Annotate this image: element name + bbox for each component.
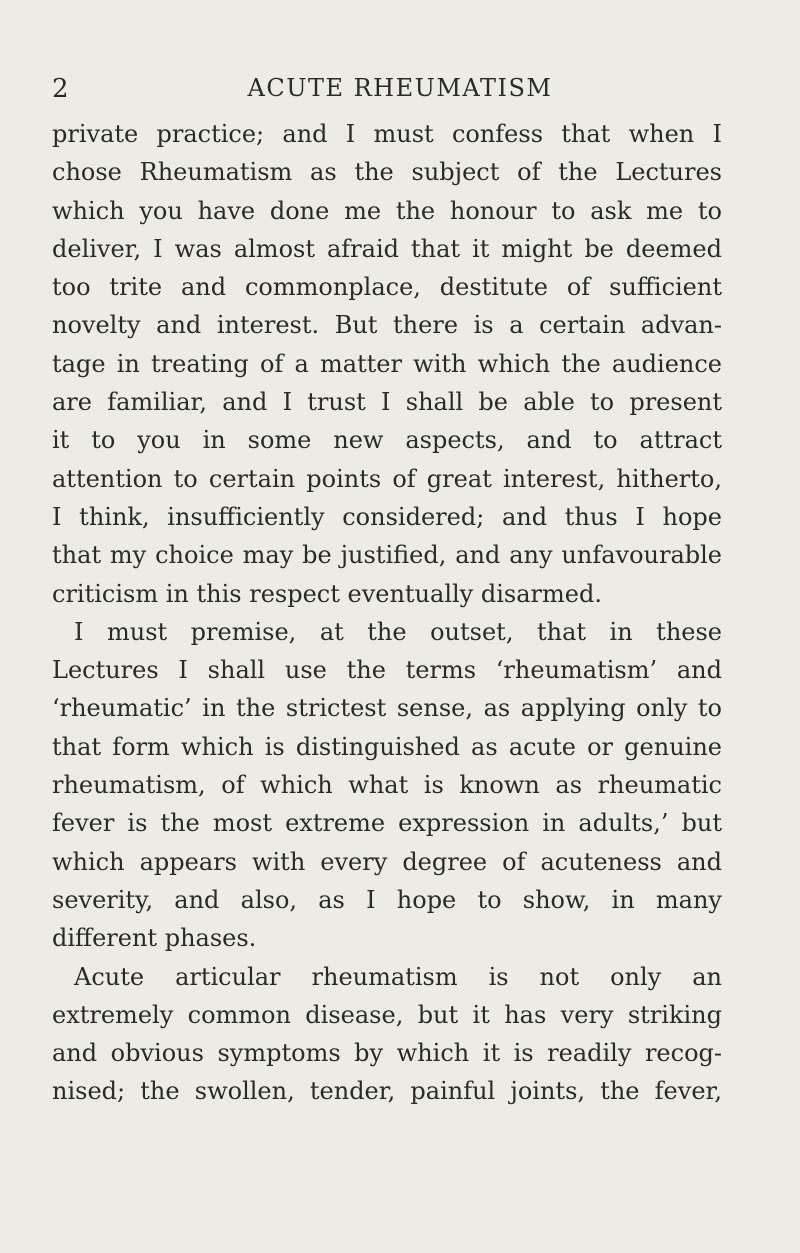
text-line: which appears with every degree of acuteness and [52, 847, 722, 876]
text-line: that my choice may be justified, and any unfavourable [52, 541, 722, 570]
text-line: tage in treating of a matter with which the audience [52, 349, 722, 378]
text-line: and obvious symptoms by which it is readily recog- [52, 1039, 722, 1068]
text-line: Lectures I shall use the terms ‘rheumatism’ and [52, 656, 722, 685]
text-line: severity, and also, as I hope to show, in many [52, 885, 722, 914]
running-head: ACUTE RHEUMATISM [247, 74, 553, 102]
text-line: fever is the most extreme expression in adults,’ but [52, 809, 722, 838]
text-line: different phases. [52, 924, 257, 953]
text-line: that form which is distinguished as acute or genuine [52, 732, 722, 761]
text-line: are familiar, and I trust I shall be able to present [52, 388, 722, 417]
text-line: Acute articular rheumatism is not only an [74, 962, 722, 991]
text-line: I think, insufficiently considered; and thus I hope [52, 502, 722, 531]
text-line: nised; the swollen, tender, painful joints, the fever, [52, 1077, 722, 1106]
text-line: it to you in some new aspects, and to attract [52, 426, 722, 455]
page-number: 2 [52, 74, 70, 104]
text-line: ‘rheumatic’ in the strictest sense, as applying only to [52, 694, 722, 723]
text-line: I must premise, at the outset, that in these [74, 617, 722, 646]
text-line: chose Rheumatism as the subject of the Lectures [52, 158, 722, 187]
text-line: deliver, I was almost afraid that it might be deemed [52, 234, 722, 263]
text-line: rheumatism, of which what is known as rheumatic [52, 771, 722, 800]
text-line: which you have done me the honour to ask me to [52, 196, 722, 225]
text-line: too trite and commonplace, destitute of sufficient [52, 273, 722, 302]
text-line: novelty and interest. But there is a certain advan- [52, 311, 722, 340]
text-line: criticism in this respect eventually disarmed. [52, 579, 602, 608]
text-line: extremely common disease, but it has very striking [52, 1000, 722, 1029]
page-header [0, 74, 800, 114]
text-line: private practice; and I must confess that when I [52, 120, 722, 148]
text-line: attention to certain points of great interest, hitherto, [52, 464, 722, 493]
body-text [52, 115, 722, 1111]
